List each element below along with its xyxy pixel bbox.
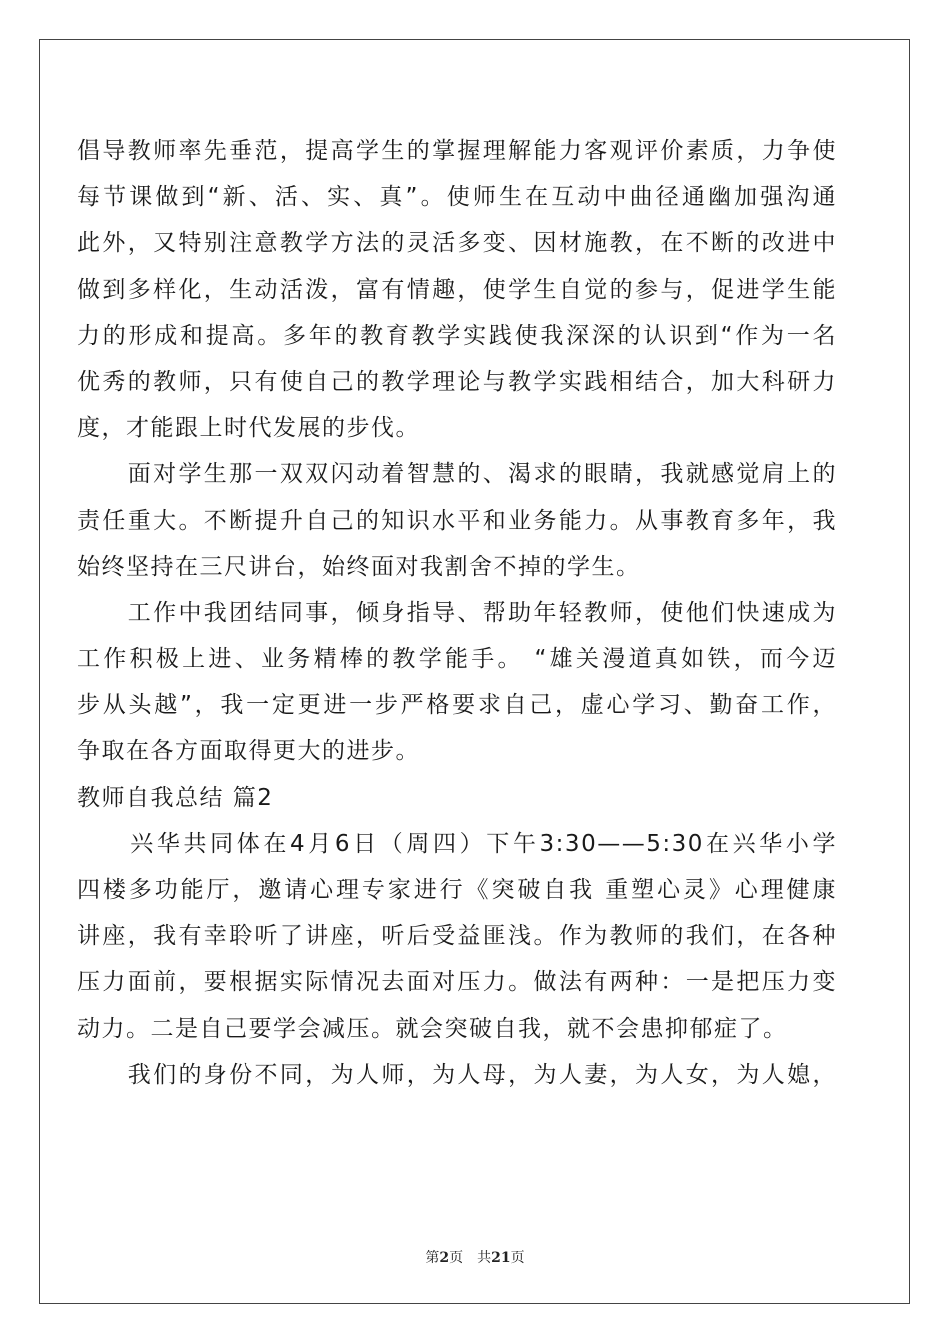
text-line: 始终坚持在三尺讲台，始终面对我割舍不掉的学生。	[77, 553, 641, 580]
total-pages-number: 21	[491, 1250, 511, 1266]
text-line: 倡导教师率先垂范，提高学生的掌握理解能力客观评价素质，力争使	[77, 138, 837, 164]
text-line: 责任重大。不断提升自己的知识水平和业务能力。从事教育多年，我	[77, 507, 837, 534]
text-line: 面对学生那一双双闪动着智慧的、渴求的眼睛，我就感觉肩上的	[77, 461, 837, 488]
page-mid: 页 共	[449, 1250, 492, 1266]
text-line: 度，才能跟上时代发展的步伐。	[77, 415, 420, 442]
text-line: 此外，又特别注意教学方法的灵活多变、因材施教，在不断的改进中	[77, 230, 837, 257]
paragraph-2	[77, 451, 837, 590]
paragraph-3	[77, 590, 837, 775]
text-line: 争取在各方面取得更大的进步。	[77, 738, 420, 765]
text-line: 工作积极上进、业务精棒的教学能手。 “雄关漫道真如铁，而今迈	[77, 646, 837, 673]
document-body	[77, 128, 837, 1098]
text-line: 讲座，我有幸聆听了讲座，听后受益匪浅。作为教师的我们，在各种	[77, 923, 837, 950]
text-line: 力的形成和提高。多年的教育教学实践使我深深的认识到“作为一名	[77, 322, 837, 349]
text-line: 步从头越”，我一定更进一步严格要求自己，虚心学习、勤奋工作，	[77, 692, 837, 719]
text-line: 压力面前，要根据实际情况去面对压力。做法有两种：一是把压力变	[77, 969, 837, 996]
page-footer	[0, 1247, 950, 1267]
paragraph-4	[77, 821, 837, 1052]
text-line: 四楼多功能厅，邀请心理专家进行《突破自我 重塑心灵》心理健康	[77, 877, 837, 903]
text-line: 工作中我团结同事，倾身指导、帮助年轻教师，使他们快速成为	[77, 599, 837, 626]
paragraph-5	[77, 1052, 837, 1098]
text-line: 优秀的教师，只有使自己的教学理论与教学实践相结合，加大科研力	[77, 368, 837, 395]
text-line: 每节课做到“新、活、实、真”。使师生在互动中曲径通幽加强沟通	[77, 184, 837, 211]
text-line: 兴华共同体在4月6日（周四）下午3:30——5:30在兴华小学	[77, 830, 837, 857]
text-line: 我们的身份不同，为人师，为人母，为人妻，为人女，为人媳，	[77, 1061, 837, 1088]
section-heading: 教师自我总结 篇2	[77, 784, 274, 811]
current-page-number: 2	[439, 1250, 450, 1266]
text-line: 做到多样化，生动活泼，富有情趣，使学生自觉的参与，促进学生能	[77, 276, 837, 303]
page-prefix: 第	[425, 1250, 440, 1266]
text-line: 动力。二是自己要学会减压。就会突破自我，就不会患抑郁症了。	[77, 1015, 788, 1042]
page-suffix: 页	[510, 1250, 525, 1266]
paragraph-1	[77, 128, 837, 451]
